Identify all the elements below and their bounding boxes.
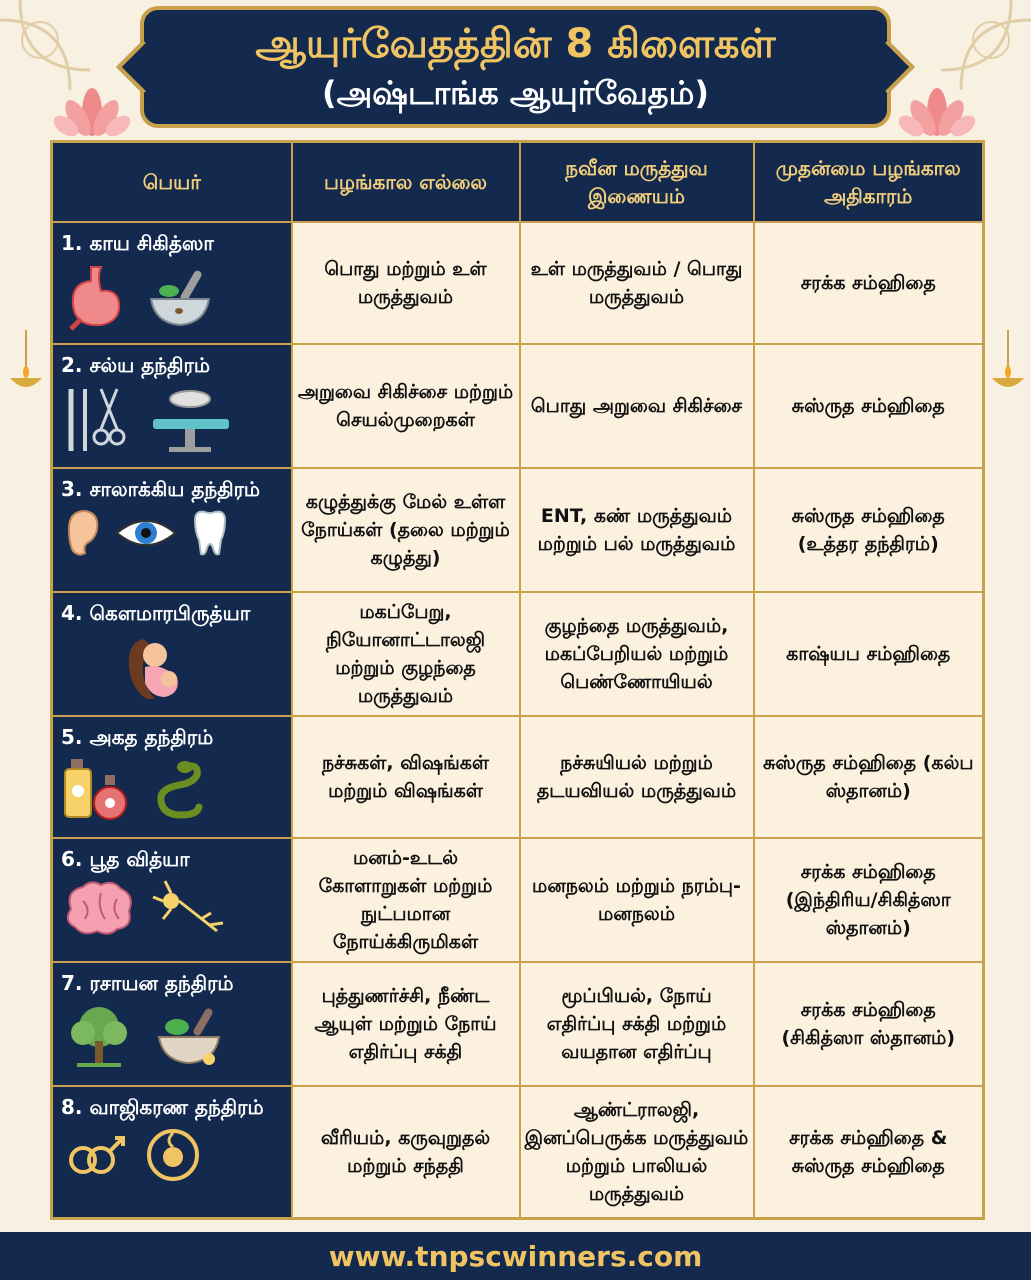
ancient-authority: சுஸ்ருத சம்ஹிதை [754,344,984,468]
modern-equivalent: குழந்தை மருத்துவம், மகப்பேறியல் மற்றும் பெண்ணோயியல் [520,592,754,716]
mother-child-icon [121,633,191,703]
branch-name: 4. கௌமாரபிருத்யா [61,601,251,625]
ancient-scope: புத்துணர்ச்சி, நீண்ட ஆயுள் மற்றும் நோய் எதிர்ப்பு சக்தி [292,962,520,1086]
modern-equivalent: மூப்பியல், நோய் எதிர்ப்பு சக்தி மற்றும் வயதான எதிர்ப்பு [520,962,754,1086]
ancient-scope: கழுத்துக்கு மேல் உள்ள நோய்கள் (தலை மற்றும் கழுத்து) [292,468,520,592]
branch-name: 1. காய சிகித்ஸா [61,231,214,255]
modern-equivalent: பொது அறுவை சிகிச்சை [520,344,754,468]
branch-name: 2. சல்ய தந்திரம் [61,353,210,377]
header-name: பெயர் [52,142,292,223]
ancient-authority: சுஸ்ருத சம்ஹிதை (கல்ப ஸ்தானம்) [754,716,984,838]
ancient-scope: வீரியம், கருவுறுதல் மற்றும் சந்ததி [292,1086,520,1218]
ancient-scope: மகப்பேறு, நியோனாட்டாலஜி மற்றும் குழந்தை மருத்துவம் [292,592,520,716]
ancient-scope: அறுவை சிகிச்சை மற்றும் செயல்முறைகள் [292,344,520,468]
eye-icon [115,515,177,551]
branch-name: 7. ரசாயன தந்திரம் [61,971,234,995]
header-ancient-authority: முதன்மை பழங்கால அதிகாரம் [754,142,984,223]
header-ancient-scope: பழங்கால எல்லை [292,142,520,223]
branch-name: 8. வாஜிகரண தந்திரம் [61,1095,264,1119]
branch-name: 3. சாலாக்கிய தந்திரம் [61,477,261,501]
gender-symbols-icon [61,1128,131,1182]
ancient-scope: நச்சுகள், விஷங்கள் மற்றும் விஷங்கள் [292,716,520,838]
table-row [52,592,984,716]
table-row [52,838,984,962]
table-row [52,716,984,838]
ancient-scope: பொது மற்றும் உள் மருத்துவம் [292,222,520,344]
ancient-authority: சரக்க சம்ஹிதை [754,222,984,344]
table-row [52,1086,984,1218]
table-row [52,344,984,468]
table-row [52,468,984,592]
modern-equivalent: ஆண்ட்ராலஜி, இனப்பெருக்க மருத்துவம் மற்றும் பாலியல் மருத்துவம் [520,1086,754,1218]
title-banner [140,6,891,128]
page-title: ஆயுர்வேதத்தின் 8 கிளைகள் [255,21,776,67]
neuron-icon [151,879,227,939]
branch-name-cell [52,962,292,1086]
modern-equivalent: மனநலம் மற்றும் நரம்பு-மனநலம் [520,838,754,962]
table-row [52,222,984,344]
lotus-icon-left [52,86,132,138]
branch-name-cell [52,592,292,716]
mortar-pestle-icon [145,263,215,333]
operating-table-icon [145,385,235,455]
branch-name-cell [52,222,292,344]
ancient-authority: காஷ்யப சம்ஹிதை [754,592,984,716]
oil-lamp-icon-right [988,330,1028,400]
modern-equivalent: நச்சுயியல் மற்றும் தடயவியல் மருத்துவம் [520,716,754,838]
poison-bottles-icon [61,757,131,821]
branch-name-cell [52,468,292,592]
surgical-tools-icon [61,385,131,455]
modern-equivalent: உள் மருத்துவம் / பொது மருத்துவம் [520,222,754,344]
header-modern-equivalent: நவீன மருத்துவ இணையம் [520,142,754,223]
snake-icon [145,757,205,821]
page-subtitle: (அஷ்டாங்க ஆயுர்வேதம்) [321,74,709,112]
branch-name-cell [52,838,292,962]
ancient-authority: சரக்க சம்ஹிதை (சிகித்ஸா ஸ்தானம்) [754,962,984,1086]
brain-icon [61,879,137,939]
stomach-icon [61,263,131,333]
branch-name: 6. பூத வித்யா [61,847,190,871]
table-header-row [52,142,984,223]
table-row [52,962,984,1086]
modern-equivalent: ENT, கண் மருத்துவம் மற்றும் பல் மருத்துவம் [520,468,754,592]
herbal-mortar-icon [151,1003,227,1069]
ancient-authority: சுஸ்ருத சம்ஹிதை (உத்தர தந்திரம்) [754,468,984,592]
ancient-scope: மனம்-உடல் கோளாறுகள் மற்றும் நுட்பமான நோய்க்கிருமிகள் [292,838,520,962]
website-link[interactable]: www.tnpscwinners.com [328,1239,703,1273]
branches-table [50,140,985,1220]
branch-name: 5. அகத தந்திரம் [61,725,214,749]
ancient-authority: சரக்க சம்ஹிதை & சுஸ்ருத சம்ஹிதை [754,1086,984,1218]
ear-icon [61,509,101,557]
footer-bar [0,1232,1031,1280]
branch-name-cell [52,344,292,468]
fertility-icon [145,1127,201,1183]
tooth-icon [191,510,229,556]
tree-icon [61,1003,137,1069]
oil-lamp-icon-left [6,330,46,400]
lotus-icon-right [897,86,977,138]
branch-name-cell [52,1086,292,1218]
branch-name-cell [52,716,292,838]
ancient-authority: சரக்க சம்ஹிதை (இந்திரிய/சிகித்ஸா ஸ்தானம்) [754,838,984,962]
